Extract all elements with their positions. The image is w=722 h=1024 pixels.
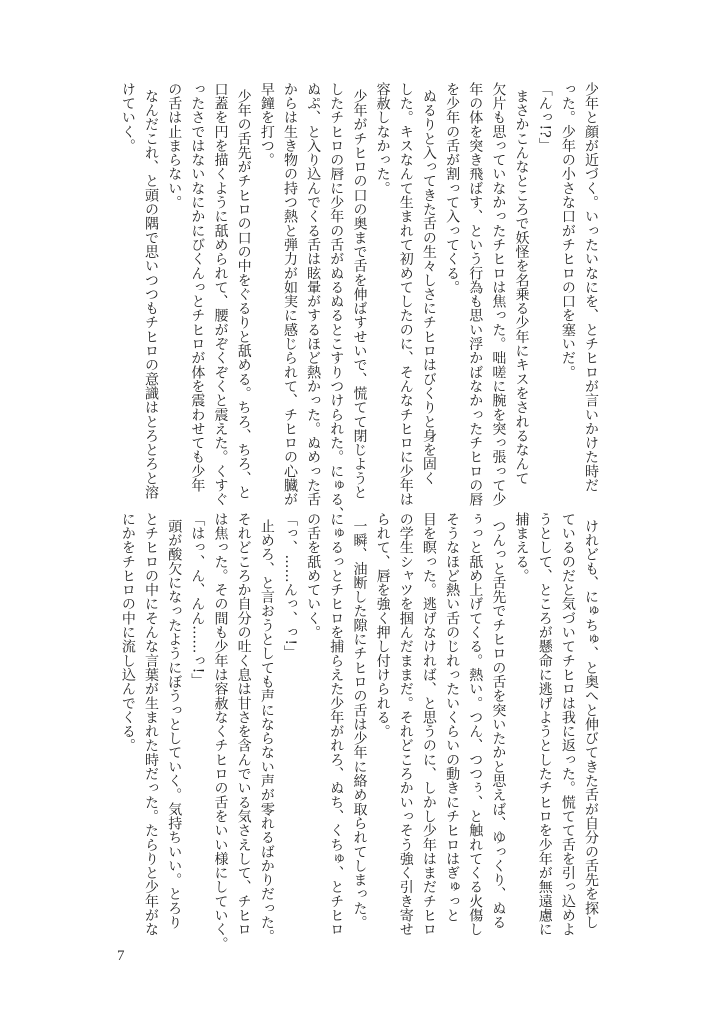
page-number: 7 — [117, 948, 125, 964]
text-column: からは生き物の持つ熱と弾力が如実に感じられて、チヒロの心臓が — [281, 82, 298, 507]
text-column: つんっと舌先でチヒロの舌を突いたかと思えば、ゆっくり、ぬる — [490, 519, 507, 930]
text-column: 「んっ!?」 — [536, 82, 553, 153]
text-column: 頭が酸欠になったようにぼうっとしていく。気持ちいい。とろり — [166, 519, 183, 930]
text-column: ったさではないなにかにびくんっとチヒロが体を震わせても少年 — [189, 82, 206, 493]
text-column: なんだこれ、と頭の隅で思いつつもチヒロの意識はとろとろと溶 — [143, 89, 160, 500]
text-column: それどころか自分の吐く息は甘さを含んでいる気さえして、チヒロ — [235, 512, 252, 937]
text-column: ぬぷ、と入り込んでくる舌は眩暈がするほど熱かった。ぬめった舌 — [305, 82, 322, 507]
text-column: を少年の舌が割って入ってくる。 — [444, 82, 461, 295]
text-column: 容赦しなかった。 — [374, 82, 391, 196]
text-column: は焦った。その間も少年は容赦なくチヒロの舌をいい様にしていく。 — [212, 512, 229, 951]
text-column: ぅっと舐め上げてくる。熱い。つん、つつぅ、と触れてくる火傷し — [467, 512, 484, 937]
text-column: られて、唇を強く押し付けられる。 — [374, 512, 391, 739]
text-column: とチヒロの中にそんな言葉が生まれた時だった。たらりと少年がな — [143, 512, 160, 937]
text-column: したチヒロの唇に少年の舌がぬるぬるとこすりつけられた。にゅる、 — [328, 82, 345, 521]
text-column: 年の体を突き飛ばす、という行為も思い浮かばなかったチヒロの唇 — [467, 82, 484, 507]
text-column: 少年がチヒロの口の奥まで舌を伸ばすせいで、慌てて閉じようと — [351, 89, 368, 500]
text-column: 少年と顔が近づく。いったいなにを、とチヒロが言いかけた時だ — [583, 82, 599, 493]
text-column: の舌を舐めていく。 — [305, 512, 322, 640]
text-column: 少年の舌先がチヒロの口の中をぐるりと舐める。ちろ、ちろ、と — [235, 89, 252, 500]
text-column: 「はっ、ん、んん……っ!」 — [189, 512, 206, 688]
text-column: した。キスなんて生まれて初めてしたのに、そんなチヒロに少年は — [397, 82, 414, 507]
text-column: 止めろ、と言おうとしても声にならない声が零れるばかりだった。 — [258, 519, 275, 944]
text-column: にかをチヒロの中に流し込んでくる。 — [119, 512, 136, 753]
text-column: 早鐘を打つ。 — [258, 82, 275, 167]
text-column: ているのだと気づいてチヒロは我に返った。慌てて舌を引っ込めよ — [559, 512, 576, 937]
text-column: った。少年の小さな口がチヒロの口を塞いだ。 — [559, 82, 576, 380]
text-column: の舌は止まらない。 — [166, 82, 183, 210]
text-column: 「っ、……んっ、っ!」 — [281, 512, 298, 660]
text-column: ぬるりと入ってきた舌の生々しさにチヒロはびくりと身を固く — [420, 89, 437, 486]
text-column: 目を瞑った。逃げなければ、と思うのに、しかし少年はまだチヒロ — [420, 512, 437, 937]
text-column: 欠片も思っていなかったチヒロは焦った。咄嗟に腕を突っ張って少 — [490, 82, 507, 507]
text-column: 口蓋を円を描くように舐められて、腰がぞくぞくと震えた。くすぐ — [212, 82, 229, 507]
text-column: うとして、ところが懸命に逃げようとしたチヒロを少年が無遠慮に — [536, 512, 553, 937]
text-block-bottom — [112, 512, 602, 951]
text-column: そうなほど熱い舌のじれったいくらいの動きにチヒロはぎゅっと — [444, 512, 461, 923]
text-column: けれども、にゅちゅ、と奥へと伸びてきた舌が自分の舌先を探し — [583, 519, 599, 930]
text-block-top — [112, 82, 602, 521]
text-column: の学生シャツを掴んだままだ。それどころかいっそう強く引き寄せ — [397, 512, 414, 937]
text-column: けていく。 — [119, 82, 136, 153]
text-column: 一瞬、油断した隙にチヒロの舌は少年に絡め取られてしまった。 — [351, 519, 368, 930]
text-column: 捕まえる。 — [513, 512, 530, 583]
text-column: にゅるっとチヒロを捕らえた少年がれろ、ぬち、くちゅ、とチヒロ — [328, 512, 345, 937]
text-column: まさかこんなところで妖怪を名乗る少年にキスをされるなんて — [513, 89, 530, 486]
